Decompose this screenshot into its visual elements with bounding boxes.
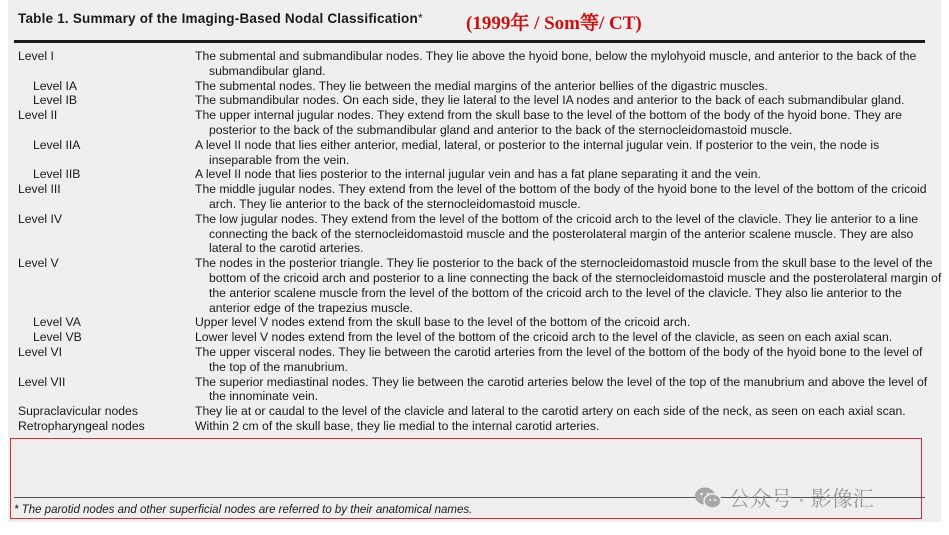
red-annotation: (1999年 / Som等/ CT) bbox=[466, 13, 642, 34]
level-description: The submandibular nodes. On each side, they lie lateral to the level IA nodes and anterior to the back of each submandibular gland. bbox=[195, 93, 905, 108]
table-row bbox=[0, 93, 949, 108]
watermark-text: 公众号 · 影像汇 bbox=[729, 488, 874, 511]
level-description: The upper visceral nodes. They lie between the carotid arteries from the level of the bottom of the body of the hyoid bone to the level of the top of the manubrium. bbox=[195, 344, 923, 374]
watermark bbox=[694, 483, 874, 513]
level-label: Level IIA bbox=[33, 137, 81, 152]
wechat-icon bbox=[694, 486, 722, 510]
level-description: The nodes in the posterior triangle. They lie posterior to the back of the sternocleidomastoid muscle from the skull base to the level of the bottom of the cricoid arch and posterior to a line connecting the back of the sternocleidomastoid muscle and the posterolateral margin of the anterior scalene muscle from the level of the bottom of the cricoid arch to the level of the clavicle. They also lie anterior to the anterior edge of the trapezius muscle. bbox=[195, 256, 942, 315]
level-description: A level II node that lies posterior to the internal jugular vein and has a fat plane separating it and the vein. bbox=[195, 167, 761, 182]
level-description: They lie at or caudal to the level of the clavicle and lateral to the carotid artery on each side of the neck, as seen on each axial scan. bbox=[195, 404, 906, 419]
level-description: Lower level V nodes extend from the level of the bottom of the cricoid arch to the level of the clavicle, as seen on each axial scan. bbox=[195, 330, 893, 345]
level-description: Within 2 cm of the skull base, they lie medial to the internal carotid arteries. bbox=[195, 418, 600, 433]
level-description: The upper internal jugular nodes. They extend from the skull base to the level of the bottom of the body of the hyoid bone. They are posterior to the back of the submandibular gland and anterior to the back of the sternocleidomastoid muscle. bbox=[195, 108, 902, 137]
table-footnote: * The parotid nodes and other superficial nodes are referred to by their anatomical names. bbox=[14, 504, 473, 516]
level-label: Supraclavicular nodes bbox=[18, 404, 138, 419]
level-description: A level II node that lies either anterior, medial, lateral, or posterior to the internal jugular vein. If posterior to the vein, the node is inseparable from the vein. bbox=[195, 137, 880, 167]
table-title-text: Table 1. Summary of the Imaging-Based Nodal Classification bbox=[18, 11, 418, 27]
table-row bbox=[0, 182, 949, 212]
level-label: Level II bbox=[18, 108, 58, 123]
table-row bbox=[0, 167, 949, 182]
table-row bbox=[0, 419, 949, 434]
classification-table bbox=[0, 49, 949, 434]
level-label: Level I bbox=[18, 49, 54, 63]
table-row bbox=[0, 212, 949, 256]
table-row bbox=[0, 108, 949, 138]
header-rule bbox=[14, 40, 925, 43]
level-label: Level VII bbox=[18, 374, 66, 389]
level-description: Upper level V nodes extend from the skull base to the level of the bottom of the cricoid arch. bbox=[195, 315, 691, 330]
table-title-row bbox=[18, 10, 423, 34]
level-label: Level IIB bbox=[33, 167, 81, 182]
table-row bbox=[0, 79, 949, 94]
level-label: Level VI bbox=[18, 344, 63, 359]
table-row bbox=[0, 375, 949, 405]
level-description: The superior mediastinal nodes. They lie between the carotid arteries below the level of the top of the manubrium and above the level of the innominate vein. bbox=[195, 374, 928, 404]
table-title bbox=[18, 11, 423, 26]
table-row bbox=[0, 330, 949, 345]
level-label: Level VA bbox=[33, 315, 81, 330]
table-row bbox=[0, 404, 949, 419]
level-label: Level VB bbox=[33, 330, 82, 345]
table-row bbox=[0, 345, 949, 375]
level-description: The submental nodes. They lie between the medial margins of the anterior bellies of the digastric muscles. bbox=[195, 78, 768, 93]
level-label: Level IV bbox=[18, 211, 63, 226]
table-row bbox=[0, 256, 949, 315]
table-row bbox=[0, 138, 949, 168]
level-label: Retropharyngeal nodes bbox=[18, 418, 145, 433]
level-label: Level IB bbox=[33, 93, 78, 108]
level-description: The middle jugular nodes. They extend from the level of the bottom of the body of the hyoid bone to the level of the bottom of the cricoid arch. They lie anterior to the back of the sternocleidomastoid muscle. bbox=[195, 182, 927, 211]
level-description: The submental and submandibular nodes. They lie above the hyoid bone, below the mylohyoid muscle, and anterior to the back of the submandibular gland. bbox=[195, 49, 917, 78]
level-label: Level V bbox=[18, 256, 59, 271]
level-label: Level III bbox=[18, 182, 61, 197]
title-asterisk: * bbox=[417, 11, 423, 26]
table-row bbox=[0, 49, 949, 79]
table-row bbox=[0, 315, 949, 330]
level-label: Level IA bbox=[33, 78, 78, 93]
level-description: The low jugular nodes. They extend from the level of the bottom of the cricoid arch to the level of the clavicle. They lie anterior to a line connecting the back of the sternocleidomastoid muscle and the posterolateral margin of the anterior scalene muscle. They are also lateral to the carotid arteries. bbox=[195, 211, 919, 256]
